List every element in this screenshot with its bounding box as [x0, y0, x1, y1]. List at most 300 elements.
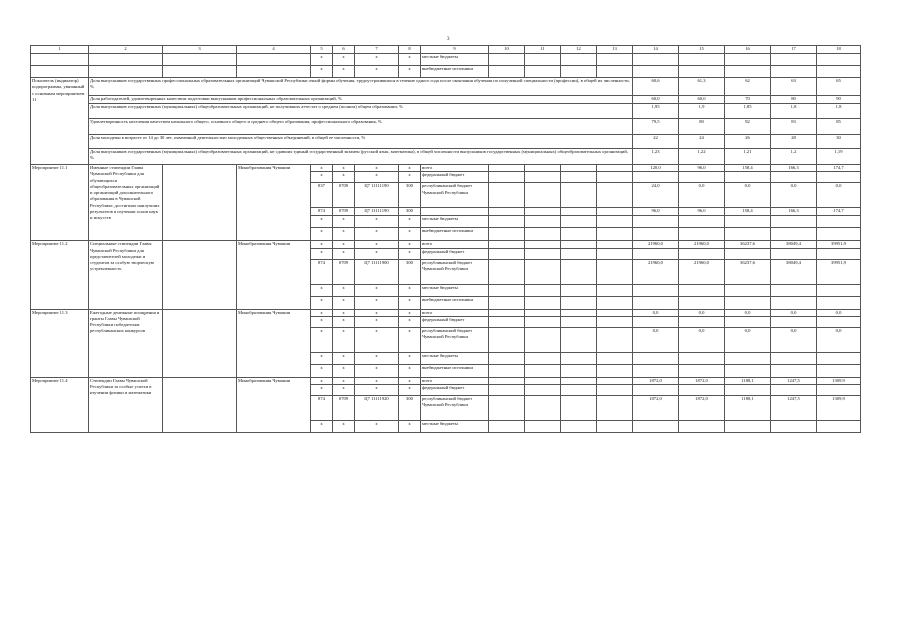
table-cell	[31, 66, 89, 78]
table-cell	[561, 327, 597, 352]
source-cell: всего	[421, 309, 489, 316]
value-cell	[817, 316, 861, 327]
code-cell: x	[333, 421, 355, 433]
table-cell	[89, 54, 163, 66]
indicator-row	[31, 104, 861, 119]
value-cell	[633, 316, 679, 327]
table-cell	[561, 66, 597, 78]
indicator-value: 65	[817, 78, 861, 96]
table-cell	[525, 309, 561, 316]
table-cell	[597, 66, 633, 78]
value-cell	[771, 421, 817, 433]
value-cell: 0,0	[679, 183, 725, 208]
code-cell: x	[399, 241, 421, 248]
value-cell: 1872,0	[679, 396, 725, 421]
value-cell	[679, 364, 725, 377]
table-cell	[525, 377, 561, 384]
value-cell	[725, 172, 771, 183]
header-row	[31, 46, 861, 54]
value-cell: 21960,0	[633, 259, 679, 284]
code-cell: x	[311, 327, 333, 352]
value-cell: 1188,1	[725, 377, 771, 384]
source-cell: местные бюджеты	[421, 216, 489, 228]
table-cell	[489, 421, 525, 433]
value-cell	[771, 284, 817, 296]
indicator-text: Доля выпускников государственных (муниципальных) общеобразовательных организаций, не сдавших единый государственный экзамен (русский язык, математика), в общей численности выпускников государственных (муниципальных) общеобразовательных организаций, %	[89, 149, 633, 165]
table-cell	[561, 172, 597, 183]
value-cell	[771, 172, 817, 183]
indicator-value: 61,3	[679, 78, 725, 96]
table-cell	[489, 296, 525, 309]
indicator-label: Показатель (индикатор) подпрограммы, увязанный с основным мероприятием 11	[31, 78, 89, 165]
value-cell: 158,4	[725, 208, 771, 216]
table-cell	[597, 309, 633, 316]
value-cell: 38049,4	[771, 241, 817, 248]
code-cell: x	[399, 421, 421, 433]
table-cell	[597, 377, 633, 384]
table-cell	[597, 216, 633, 228]
table-cell	[561, 259, 597, 284]
value-cell: 0,0	[679, 309, 725, 316]
table-cell	[163, 377, 237, 432]
code-cell: 874	[311, 259, 333, 284]
indicator-row	[31, 119, 861, 135]
table-cell	[597, 284, 633, 296]
source-cell: внебюджетные источники	[421, 364, 489, 377]
table-cell	[163, 66, 237, 78]
source-cell: местные бюджеты	[421, 284, 489, 296]
value-cell: 1309,9	[817, 377, 861, 384]
table-cell	[597, 165, 633, 172]
value-cell	[817, 421, 861, 433]
code-cell: x	[333, 296, 355, 309]
value-cell: 36237,6	[725, 241, 771, 248]
code-cell: x	[355, 327, 399, 352]
value-cell: 174,7	[817, 165, 861, 172]
column-number: 13	[597, 46, 633, 54]
code-cell: x	[311, 364, 333, 377]
value-cell: 0,0	[771, 327, 817, 352]
code-cell: x	[355, 172, 399, 183]
table-cell	[679, 66, 725, 78]
value-cell: 21960,0	[679, 259, 725, 284]
table-cell	[525, 396, 561, 421]
code-cell: 300	[399, 396, 421, 421]
value-cell	[771, 385, 817, 396]
code-cell: x	[355, 248, 399, 259]
indicator-text: Доля молодежи в возрасте от 14 до 30 лет, охваченной деятельностью молодежных общественных объединений, в общей ее численности, %	[89, 135, 633, 149]
measure-executor: Минобразования Чувашии	[237, 165, 311, 241]
code-cell: x	[355, 377, 399, 384]
table-cell	[597, 316, 633, 327]
measure-row	[31, 241, 861, 248]
measure-label: Мероприятие 11.1	[31, 165, 89, 241]
value-cell	[633, 385, 679, 396]
measure-name: Ежегодные денежные поощрения и гранты Главы Чувашской Республики победителям республиканских конкурсов	[89, 309, 163, 377]
value-cell	[817, 216, 861, 228]
value-cell: 1247,5	[771, 396, 817, 421]
table-cell	[561, 385, 597, 396]
code-cell: x	[333, 377, 355, 384]
table-cell	[237, 66, 311, 78]
source-cell: местные бюджеты	[421, 352, 489, 364]
source-cell: республиканский бюджет Чувашской Республики	[421, 396, 489, 421]
value-cell	[771, 316, 817, 327]
column-number: 16	[725, 46, 771, 54]
value-cell: 0,0	[771, 183, 817, 208]
value-cell: 96,0	[633, 208, 679, 216]
value-cell: 0,0	[817, 327, 861, 352]
value-cell: 0,0	[771, 309, 817, 316]
code-cell: x	[399, 66, 421, 78]
column-number: 6	[333, 46, 355, 54]
indicator-text: Удовлетворенность населения качеством начального общего, основного общего и среднего общего образования, профессионального образования, %	[89, 119, 633, 135]
indicator-value: 28	[771, 135, 817, 149]
table-cell	[817, 54, 861, 66]
code-cell: x	[355, 364, 399, 377]
value-cell: 96,0	[679, 165, 725, 172]
indicator-value: 60,0	[633, 96, 679, 104]
table-cell	[561, 316, 597, 327]
code-cell: 300	[399, 208, 421, 216]
column-number: 5	[311, 46, 333, 54]
source-cell: республиканский бюджет Чувашской Республики	[421, 259, 489, 284]
table-cell	[489, 241, 525, 248]
column-number: 2	[89, 46, 163, 54]
table-cell	[597, 352, 633, 364]
table-cell	[561, 396, 597, 421]
value-cell	[633, 284, 679, 296]
indicator-value: 80	[679, 119, 725, 135]
value-cell	[771, 216, 817, 228]
table-cell	[489, 316, 525, 327]
table-cell	[489, 165, 525, 172]
table-cell	[525, 183, 561, 208]
table-cell	[489, 66, 525, 78]
indicator-row	[31, 96, 861, 104]
value-cell	[771, 364, 817, 377]
table-cell	[525, 165, 561, 172]
table-cell	[561, 208, 597, 216]
value-cell	[817, 352, 861, 364]
indicator-row	[31, 135, 861, 149]
value-cell: 0,0	[817, 309, 861, 316]
measure-label: Мероприятие 11.4	[31, 377, 89, 432]
table-cell	[561, 228, 597, 241]
measure-row	[31, 309, 861, 316]
source-cell: федеральный бюджет	[421, 316, 489, 327]
code-cell: 300	[399, 183, 421, 208]
value-cell	[817, 364, 861, 377]
code-cell: x	[333, 327, 355, 352]
indicator-value: 24	[679, 135, 725, 149]
value-cell	[679, 352, 725, 364]
code-cell: x	[355, 309, 399, 316]
measure-name: Именные стипендии Главы Чувашской Республики для обучающихся общеобразовательных организаций и организаций дополнительного образования в Чувашской Республике, достигших наилучших результатов в изучении основ наук и искусств	[89, 165, 163, 241]
table-cell	[561, 54, 597, 66]
value-cell: 1872,0	[633, 396, 679, 421]
code-cell: x	[355, 66, 399, 78]
code-cell: x	[399, 54, 421, 66]
value-cell	[633, 228, 679, 241]
measure-executor: Минобразования Чувашии	[237, 377, 311, 432]
code-cell: x	[399, 216, 421, 228]
value-cell: 38049,4	[771, 259, 817, 284]
indicator-value: 1,85	[725, 104, 771, 119]
code-cell: Ц7 11111190	[355, 183, 399, 208]
column-number: 10	[489, 46, 525, 54]
source-cell: внебюджетные источники	[421, 296, 489, 309]
source-cell: всего	[421, 165, 489, 172]
table-cell	[633, 66, 679, 78]
value-cell	[633, 172, 679, 183]
code-cell: x	[355, 421, 399, 433]
table-cell	[561, 377, 597, 384]
indicator-value: 82	[725, 119, 771, 135]
value-cell	[725, 248, 771, 259]
table-cell	[679, 54, 725, 66]
table-cell	[633, 54, 679, 66]
table-cell	[817, 66, 861, 78]
budget-table	[30, 45, 861, 433]
column-number: 14	[633, 46, 679, 54]
table-cell	[489, 183, 525, 208]
indicator-value: 70	[725, 96, 771, 104]
indicator-text: Доля выпускников государственных профессиональных образовательных организаций Чувашской Республики очной формы обучения, трудоустроившихся в течение одного года после окончания обучения по полученной специальности (профессии), в общей их численности, %	[89, 78, 633, 96]
indicator-value: 1,22	[679, 149, 725, 165]
code-cell: x	[333, 364, 355, 377]
value-cell: 120,0	[633, 165, 679, 172]
source-cell: республиканский бюджет Чувашской Республики	[421, 327, 489, 352]
value-cell	[633, 421, 679, 433]
column-number: 3	[163, 46, 237, 54]
table-cell	[597, 385, 633, 396]
value-cell	[725, 385, 771, 396]
value-cell: 21960,0	[633, 241, 679, 248]
table-cell	[489, 208, 525, 216]
code-cell: x	[399, 248, 421, 259]
indicator-value: 60,0	[679, 96, 725, 104]
value-cell	[679, 385, 725, 396]
table-cell	[561, 183, 597, 208]
value-cell	[679, 421, 725, 433]
table-cell	[163, 309, 237, 377]
indicator-text: Доля работодателей, удовлетворенных качеством подготовки выпускников профессиональных образовательных организаций, %	[89, 96, 633, 104]
value-cell: 24,0	[633, 183, 679, 208]
indicator-value: 80	[771, 96, 817, 104]
indicator-value: 1,21	[725, 149, 771, 165]
table-cell	[489, 364, 525, 377]
table-cell	[561, 364, 597, 377]
table-cell	[525, 241, 561, 248]
value-cell	[725, 364, 771, 377]
measure-row	[31, 377, 861, 384]
column-number: 15	[679, 46, 725, 54]
code-cell: x	[311, 66, 333, 78]
source-cell: федеральный бюджет	[421, 385, 489, 396]
value-cell	[725, 216, 771, 228]
value-cell	[725, 316, 771, 327]
code-cell: x	[311, 216, 333, 228]
table-cell	[489, 309, 525, 316]
value-cell	[725, 296, 771, 309]
code-cell: x	[333, 309, 355, 316]
value-cell	[817, 172, 861, 183]
value-cell: 174,7	[817, 208, 861, 216]
column-number: 11	[525, 46, 561, 54]
value-cell	[633, 248, 679, 259]
table-row	[31, 54, 861, 66]
code-cell: x	[311, 421, 333, 433]
code-cell: x	[355, 54, 399, 66]
value-cell	[679, 284, 725, 296]
table-cell	[489, 54, 525, 66]
code-cell: x	[311, 377, 333, 384]
value-cell	[771, 296, 817, 309]
value-cell	[679, 296, 725, 309]
code-cell: x	[333, 248, 355, 259]
source-cell: всего	[421, 241, 489, 248]
table-cell	[163, 54, 237, 66]
indicator-row	[31, 149, 861, 165]
table-cell	[489, 172, 525, 183]
table-cell	[561, 421, 597, 433]
code-cell: x	[399, 296, 421, 309]
indicator-value: 1,9	[679, 104, 725, 119]
table-cell	[525, 228, 561, 241]
table-cell	[597, 296, 633, 309]
indicator-value: 79,5	[633, 119, 679, 135]
indicator-value: 85	[817, 119, 861, 135]
value-cell	[633, 364, 679, 377]
code-cell: x	[333, 284, 355, 296]
table-cell	[89, 66, 163, 78]
code-cell: x	[333, 316, 355, 327]
code-cell: x	[355, 352, 399, 364]
table-cell	[525, 216, 561, 228]
code-cell: x	[311, 284, 333, 296]
value-cell: 39951,9	[817, 241, 861, 248]
table-cell	[597, 327, 633, 352]
code-cell: 300	[399, 259, 421, 284]
value-cell	[817, 385, 861, 396]
source-cell: всего	[421, 377, 489, 384]
value-cell	[725, 284, 771, 296]
code-cell: x	[311, 385, 333, 396]
column-number: 7	[355, 46, 399, 54]
column-number: 1	[31, 46, 89, 54]
indicator-value: 30	[817, 135, 861, 149]
table-cell	[525, 259, 561, 284]
source-cell: внебюджетные источники	[421, 66, 489, 78]
table-cell	[597, 259, 633, 284]
code-cell: x	[399, 284, 421, 296]
code-cell: x	[311, 165, 333, 172]
source-cell: республиканский бюджет Чувашской Республики	[421, 183, 489, 208]
code-cell: x	[355, 316, 399, 327]
table-cell	[489, 377, 525, 384]
table-cell	[561, 284, 597, 296]
table-cell	[561, 216, 597, 228]
value-cell: 0,0	[725, 183, 771, 208]
code-cell: x	[399, 172, 421, 183]
code-cell: x	[333, 228, 355, 241]
code-cell: Ц7 11111920	[355, 396, 399, 421]
code-cell: x	[311, 241, 333, 248]
indicator-value: 83	[771, 119, 817, 135]
value-cell: 1872,0	[633, 377, 679, 384]
value-cell: 158,4	[725, 165, 771, 172]
code-cell: x	[399, 165, 421, 172]
column-number: 8	[399, 46, 421, 54]
indicator-value: 1,23	[633, 149, 679, 165]
code-cell: 837	[311, 183, 333, 208]
table-cell	[597, 228, 633, 241]
value-cell	[771, 248, 817, 259]
table-cell	[525, 172, 561, 183]
page-number: 3	[447, 37, 450, 42]
table-cell	[725, 54, 771, 66]
indicator-value: 60,6	[633, 78, 679, 96]
value-cell: 36237,6	[725, 259, 771, 284]
table-cell	[561, 309, 597, 316]
table-cell	[489, 228, 525, 241]
value-cell: 0,0	[817, 183, 861, 208]
value-cell	[679, 316, 725, 327]
value-cell	[679, 216, 725, 228]
table-cell	[525, 421, 561, 433]
code-cell: x	[311, 54, 333, 66]
table-cell	[237, 54, 311, 66]
table-cell	[597, 241, 633, 248]
value-cell	[725, 352, 771, 364]
indicator-value: 1,2	[771, 149, 817, 165]
value-cell: 1188,1	[725, 396, 771, 421]
code-cell: x	[311, 296, 333, 309]
table-cell	[597, 421, 633, 433]
value-cell	[817, 296, 861, 309]
code-cell: x	[355, 241, 399, 248]
table-cell	[489, 284, 525, 296]
table-cell	[489, 327, 525, 352]
table-cell	[489, 352, 525, 364]
value-cell: 0,0	[725, 309, 771, 316]
indicator-value: 1,19	[817, 149, 861, 165]
code-cell: x	[311, 172, 333, 183]
indicator-value: 1,8	[817, 104, 861, 119]
source-cell: внебюджетные источники	[421, 228, 489, 241]
value-cell: 0,0	[725, 327, 771, 352]
value-cell	[771, 228, 817, 241]
code-cell: x	[311, 352, 333, 364]
table-cell	[489, 259, 525, 284]
table-cell	[525, 385, 561, 396]
code-cell: 874	[311, 396, 333, 421]
code-cell: 0709	[333, 183, 355, 208]
table-cell	[489, 216, 525, 228]
table-cell	[561, 296, 597, 309]
indicator-value: 62	[725, 78, 771, 96]
code-cell: x	[333, 385, 355, 396]
code-cell: x	[333, 172, 355, 183]
table-cell	[489, 385, 525, 396]
table-cell	[525, 208, 561, 216]
code-cell: x	[311, 316, 333, 327]
value-cell: 0,0	[633, 327, 679, 352]
table-cell	[597, 172, 633, 183]
source-cell	[421, 208, 489, 216]
table-cell	[525, 364, 561, 377]
